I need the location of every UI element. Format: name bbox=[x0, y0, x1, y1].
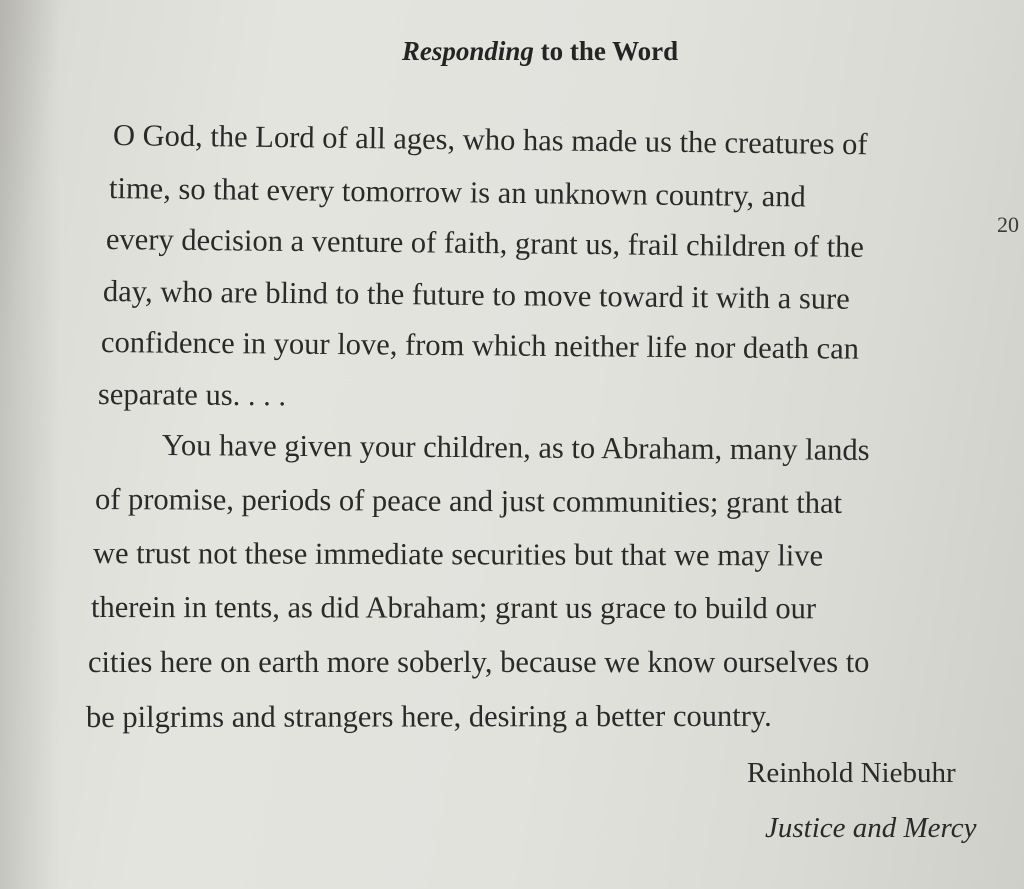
prayer-line: O God, the Lord of all ages, who has made us the creatures of bbox=[112, 118, 868, 162]
prayer-line: of promise, periods of peace and just communities; grant that bbox=[94, 482, 843, 520]
prayer-line: time, so that every tomorrow is an unknown country, and bbox=[108, 171, 807, 214]
prayer-line: confidence in your love, from which neither life nor death can bbox=[100, 325, 860, 366]
prayer-line: every decision a venture of faith, grant us, frail children of the bbox=[105, 222, 865, 264]
prayer-line: be pilgrims and strangers here, desiring a better country. bbox=[85, 698, 772, 734]
prayer-line: separate us. . . . bbox=[97, 377, 287, 413]
attribution-work: Justice and Mercy bbox=[765, 812, 977, 844]
side-page-number: 20 bbox=[997, 212, 1019, 237]
running-head-italic: Responding bbox=[401, 36, 534, 66]
running-head bbox=[0, 36, 1024, 67]
running-head-rest: to the Word bbox=[533, 36, 679, 66]
prayer-line: day, who are blind to the future to move toward it with a sure bbox=[102, 274, 850, 316]
prayer-line: You have given your children, as to Abraham, many lands bbox=[161, 428, 870, 467]
prayer-line: therein in tents, as did Abraham; grant us grace to build our bbox=[90, 590, 817, 626]
prayer-line: cities here on earth more soberly, because we know ourselves to bbox=[88, 645, 870, 679]
attribution-author: Reinhold Niebuhr bbox=[747, 757, 956, 789]
prayer-line: we trust not these immediate securities but that we may live bbox=[92, 536, 824, 573]
page-gutter-shadow bbox=[0, 0, 60, 889]
